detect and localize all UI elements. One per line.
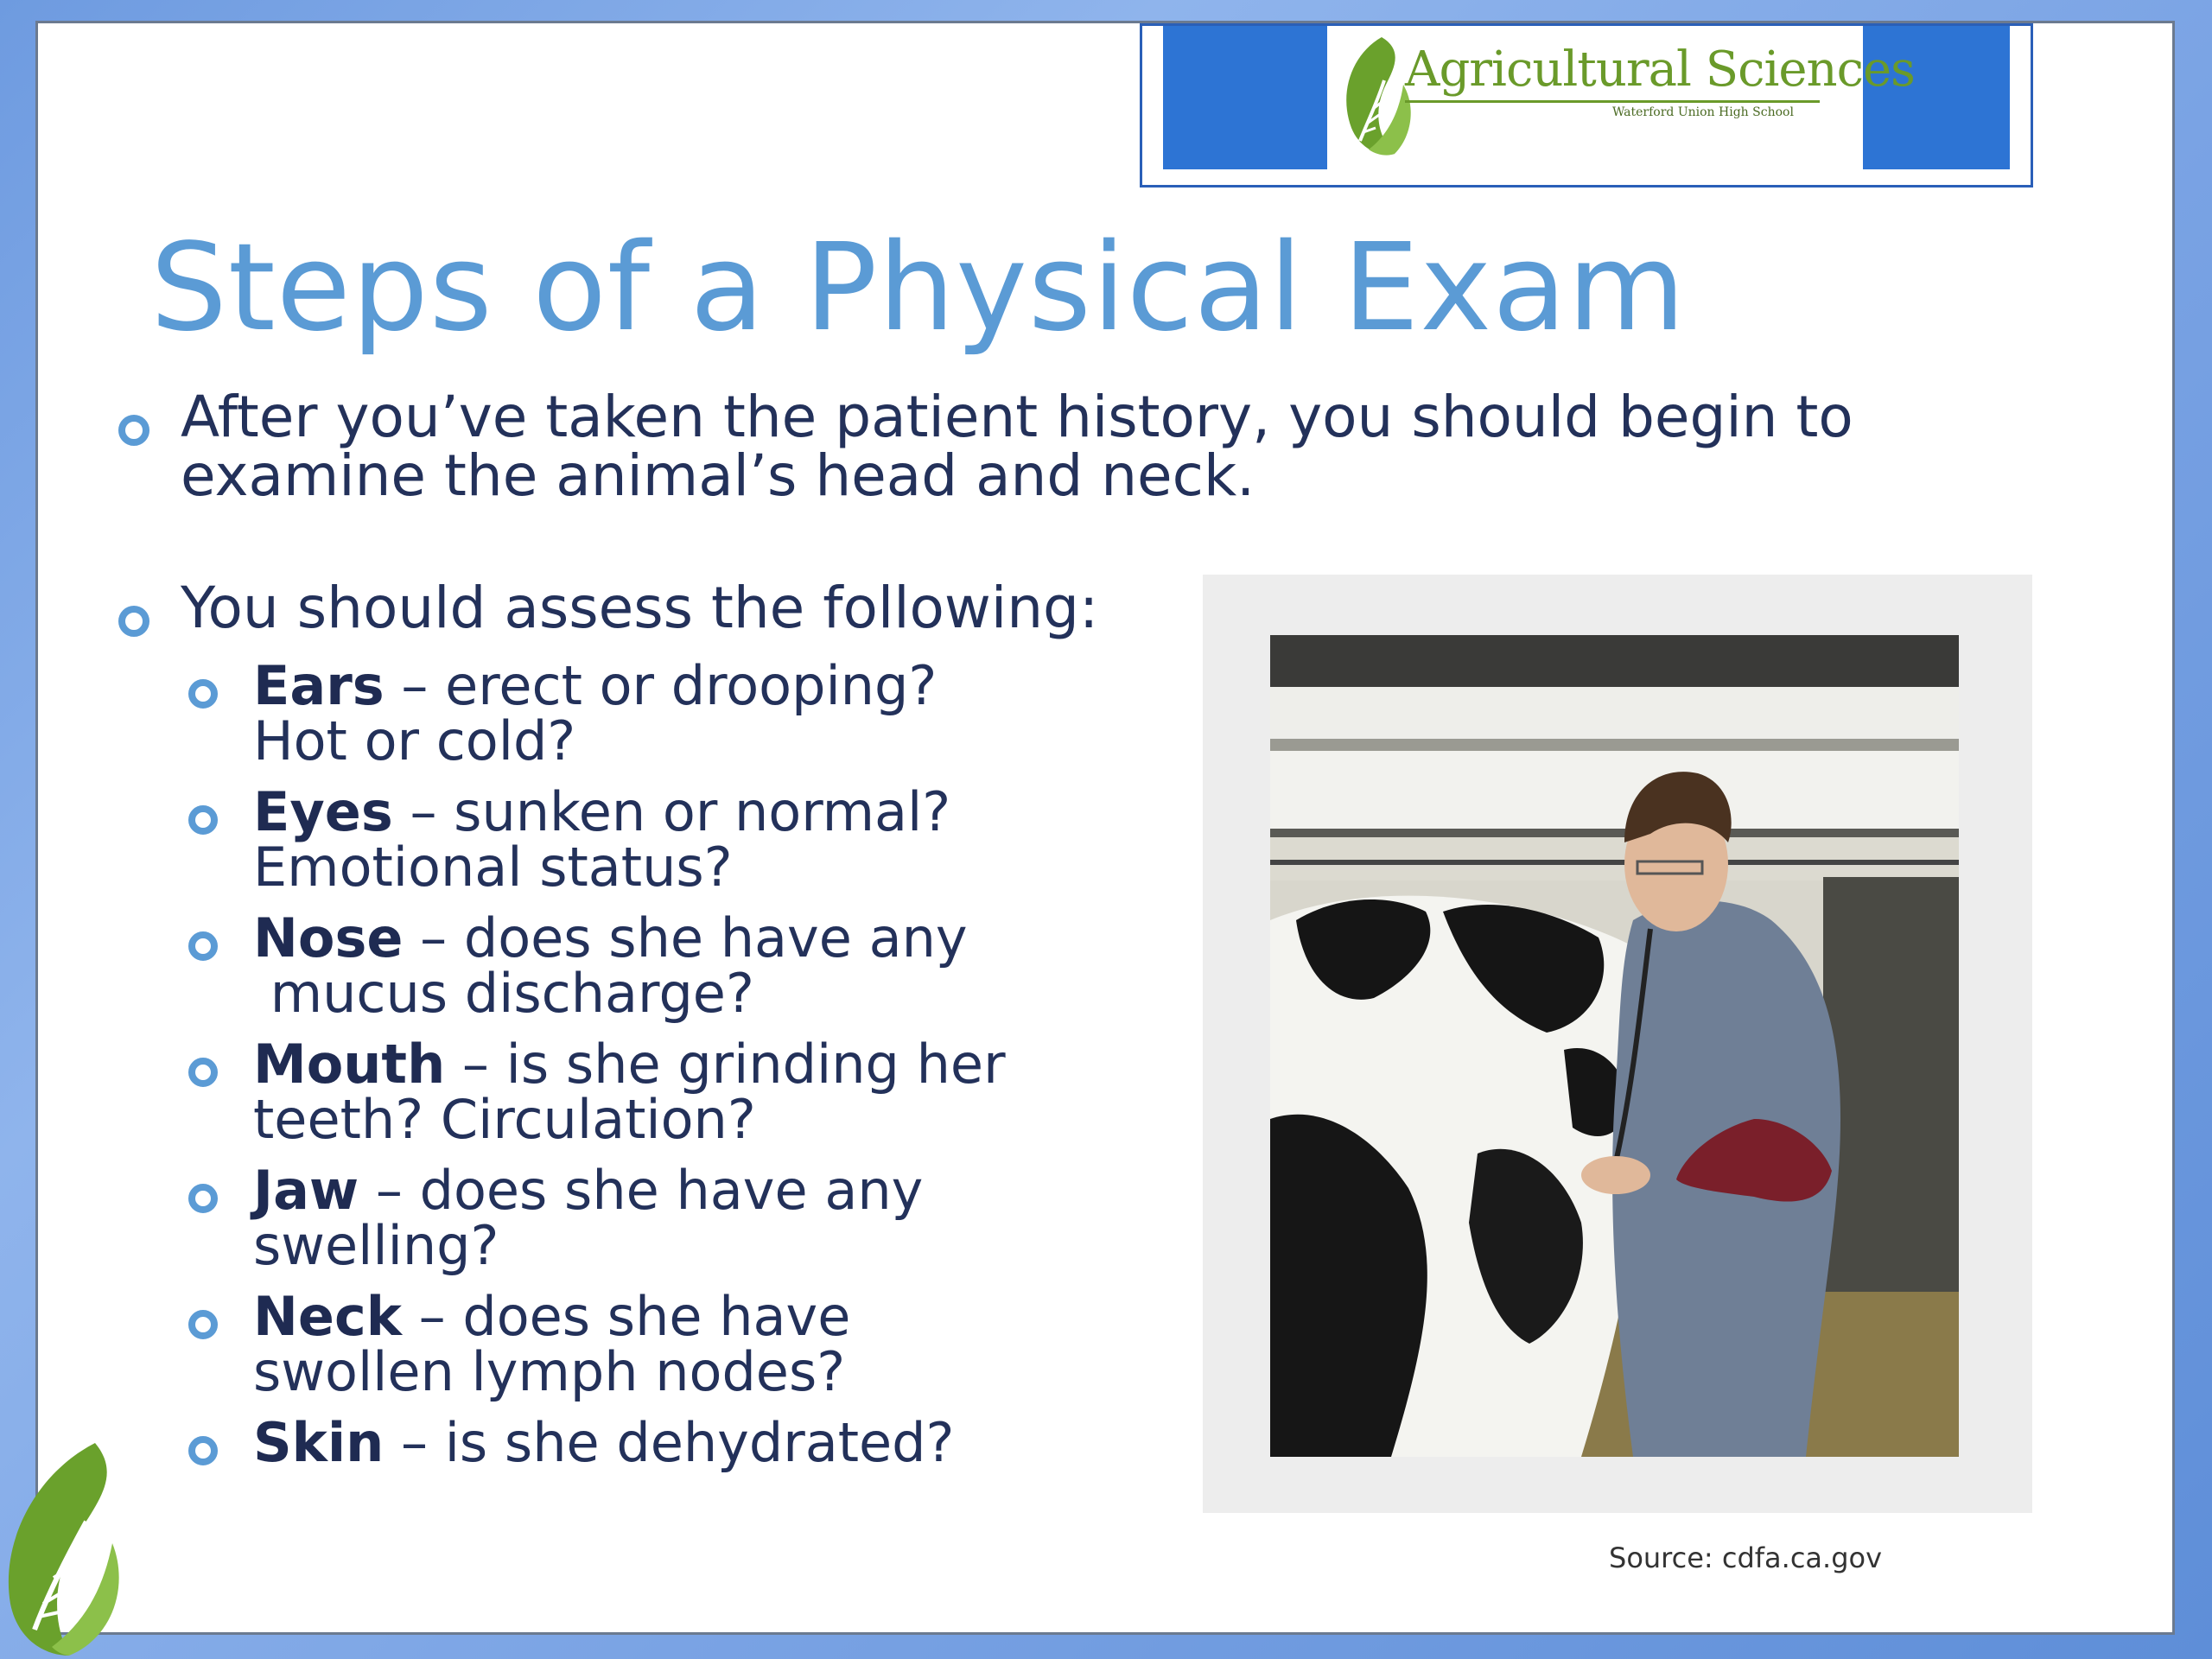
sub-bullet-nose: [253, 906, 968, 1025]
sub-bullet-icon: [188, 805, 218, 835]
nose-text-1: – does she have any: [403, 906, 968, 969]
jaw-text-2: swelling?: [253, 1214, 499, 1277]
neck-text-2: swollen lymph nodes?: [253, 1340, 846, 1403]
jaw-text-1: – does she have any: [359, 1159, 924, 1222]
sub-bullet-icon: [188, 931, 218, 961]
term-skin: Skin: [253, 1411, 385, 1474]
corner-leaf-icon: [0, 1440, 138, 1659]
logo-banner-blue: [1163, 26, 2010, 169]
eyes-text-2: Emotional status?: [253, 836, 733, 899]
sub-bullet-eyes: [253, 780, 951, 899]
photo-source-caption: Source: cdfa.ca.gov: [1609, 1541, 1883, 1574]
ears-text-1: – erect or drooping?: [384, 654, 938, 717]
bullet-1: [181, 384, 2082, 509]
bullet-icon: [118, 606, 149, 637]
eyes-text-1: – sunken or normal?: [392, 780, 951, 843]
term-jaw: Jaw: [253, 1159, 359, 1222]
bullet-2: [181, 575, 1217, 641]
sub-bullet-neck: [253, 1285, 851, 1403]
logo-banner: [1140, 23, 2033, 188]
sub-bullet-skin: [253, 1411, 955, 1474]
bullet-icon: [118, 415, 149, 446]
bullet-2-line-1: You should assess the following:: [181, 575, 1099, 641]
sub-bullet-icon: [188, 1058, 218, 1087]
logo-title: Agricultural Sciences: [1405, 41, 1915, 98]
vet-cow-photo: [1270, 635, 1959, 1457]
vet-examining-cow-image: [1270, 635, 1959, 1457]
sub-bullet-mouth: [253, 1033, 1006, 1151]
mouth-text-1: – is she grinding her: [445, 1033, 1006, 1096]
bullet-1-line-1: After you’ve taken the patient history, you should begin to: [181, 384, 1853, 450]
mouth-text-2: teeth? Circulation?: [253, 1088, 756, 1151]
sub-bullet-icon: [188, 1310, 218, 1339]
term-ears: Ears: [253, 654, 385, 717]
term-eyes: Eyes: [253, 780, 393, 843]
sub-bullet-icon: [188, 1184, 218, 1213]
sub-bullet-ears: [253, 654, 938, 772]
logo-panel: [1327, 26, 1915, 169]
sub-bullet-icon: [188, 679, 218, 709]
slide: [35, 21, 2175, 1635]
neck-text-1: – does she have: [401, 1285, 851, 1348]
slide-title: Steps of a Physical Exam: [150, 218, 1687, 359]
logo-underline: [1405, 100, 1820, 103]
term-mouth: Mouth: [253, 1033, 446, 1096]
ears-text-2: Hot or cold?: [253, 709, 576, 772]
skin-text-1: – is she dehydrated?: [384, 1411, 955, 1474]
nose-text-2: mucus discharge?: [253, 962, 754, 1025]
term-neck: Neck: [253, 1285, 402, 1348]
logo-subtitle: Waterford Union High School: [1612, 105, 1794, 119]
sub-bullet-icon: [188, 1436, 218, 1465]
sub-bullet-jaw: [253, 1159, 924, 1277]
term-nose: Nose: [253, 906, 404, 969]
bullet-1-line-2: examine the animal’s head and neck.: [181, 442, 1255, 509]
